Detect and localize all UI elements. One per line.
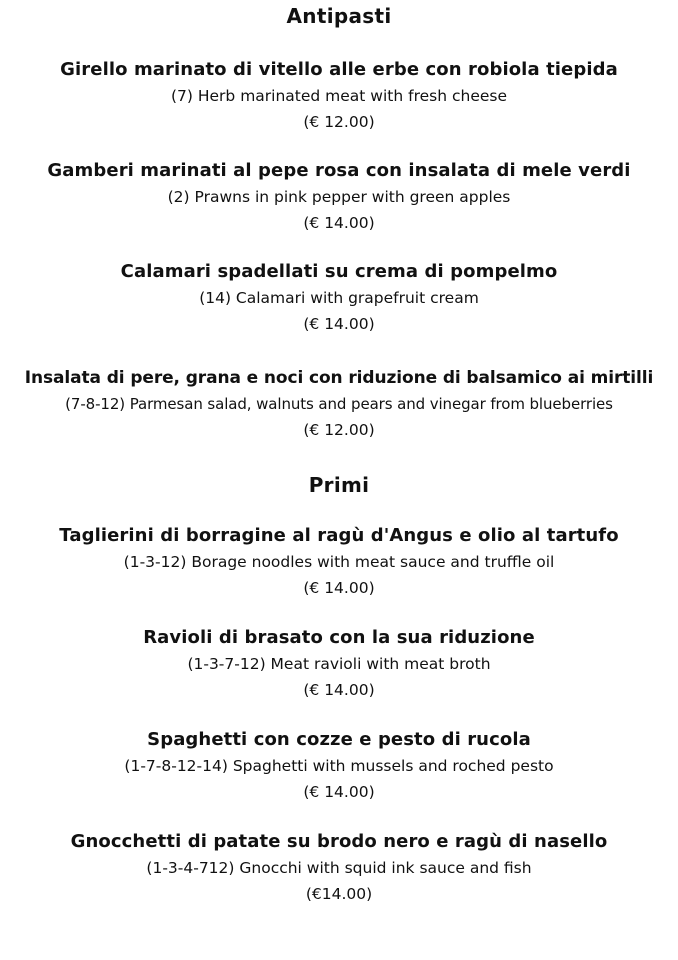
- dish-description: (1-7-8-12-14) Spaghetti with mussels and roched pesto: [124, 757, 554, 775]
- dish-item: [0, 57, 678, 135]
- dish-item: [0, 625, 678, 703]
- dish-name: Gamberi marinati al pepe rosa con insalata di mele verdi: [47, 160, 631, 181]
- dish-price: (€14.00): [305, 885, 373, 903]
- dish-name: Taglierini di borragine al ragù d'Angus e olio al tartufo: [59, 525, 619, 546]
- dish-description: (2) Prawns in pink pepper with green apples: [167, 188, 511, 206]
- dish-item: [0, 365, 678, 443]
- dish-description: (7-8-12) Parmesan salad, walnuts and pears and vinegar from blueberries: [65, 395, 613, 413]
- dish-description: (1-3-7-12) Meat ravioli with meat broth: [187, 655, 491, 673]
- dish-price: (€ 14.00): [303, 783, 375, 801]
- dish-item: [0, 523, 678, 601]
- dish-item: [0, 158, 678, 236]
- dish-name: Spaghetti con cozze e pesto di rucola: [147, 729, 531, 750]
- section-title-primi: Primi: [308, 473, 370, 497]
- dish-price: (€ 14.00): [303, 681, 375, 699]
- dish-price: (€ 12.00): [303, 421, 375, 439]
- dish-price: (€ 14.00): [303, 315, 375, 333]
- dish-description: (14) Calamari with grapefruit cream: [199, 289, 479, 307]
- dish-item: [0, 727, 678, 805]
- dish-description: (7) Herb marinated meat with fresh cheese: [170, 87, 508, 105]
- dish-name: Calamari spadellati su crema di pompelmo: [120, 261, 558, 282]
- dish-price: (€ 14.00): [303, 579, 375, 597]
- dish-name: Gnocchetti di patate su brodo nero e ragù di nasello: [70, 831, 608, 852]
- dish-item: [0, 829, 678, 907]
- dish-description: (1-3-4-712) Gnocchi with squid ink sauce and fish: [146, 859, 532, 877]
- dish-name: Ravioli di brasato con la sua riduzione: [143, 627, 535, 648]
- dish-name: Girello marinato di vitello alle erbe con robiola tiepida: [60, 59, 618, 80]
- dish-price: (€ 12.00): [303, 113, 375, 131]
- dish-name: Insalata di pere, grana e noci con riduzione di balsamico ai mirtilli: [24, 368, 654, 388]
- dish-item: [0, 259, 678, 337]
- dish-price: (€ 14.00): [303, 214, 375, 232]
- dish-description: (1-3-12) Borage noodles with meat sauce and truffle oil: [123, 553, 555, 571]
- section-title-antipasti: Antipasti: [286, 4, 392, 28]
